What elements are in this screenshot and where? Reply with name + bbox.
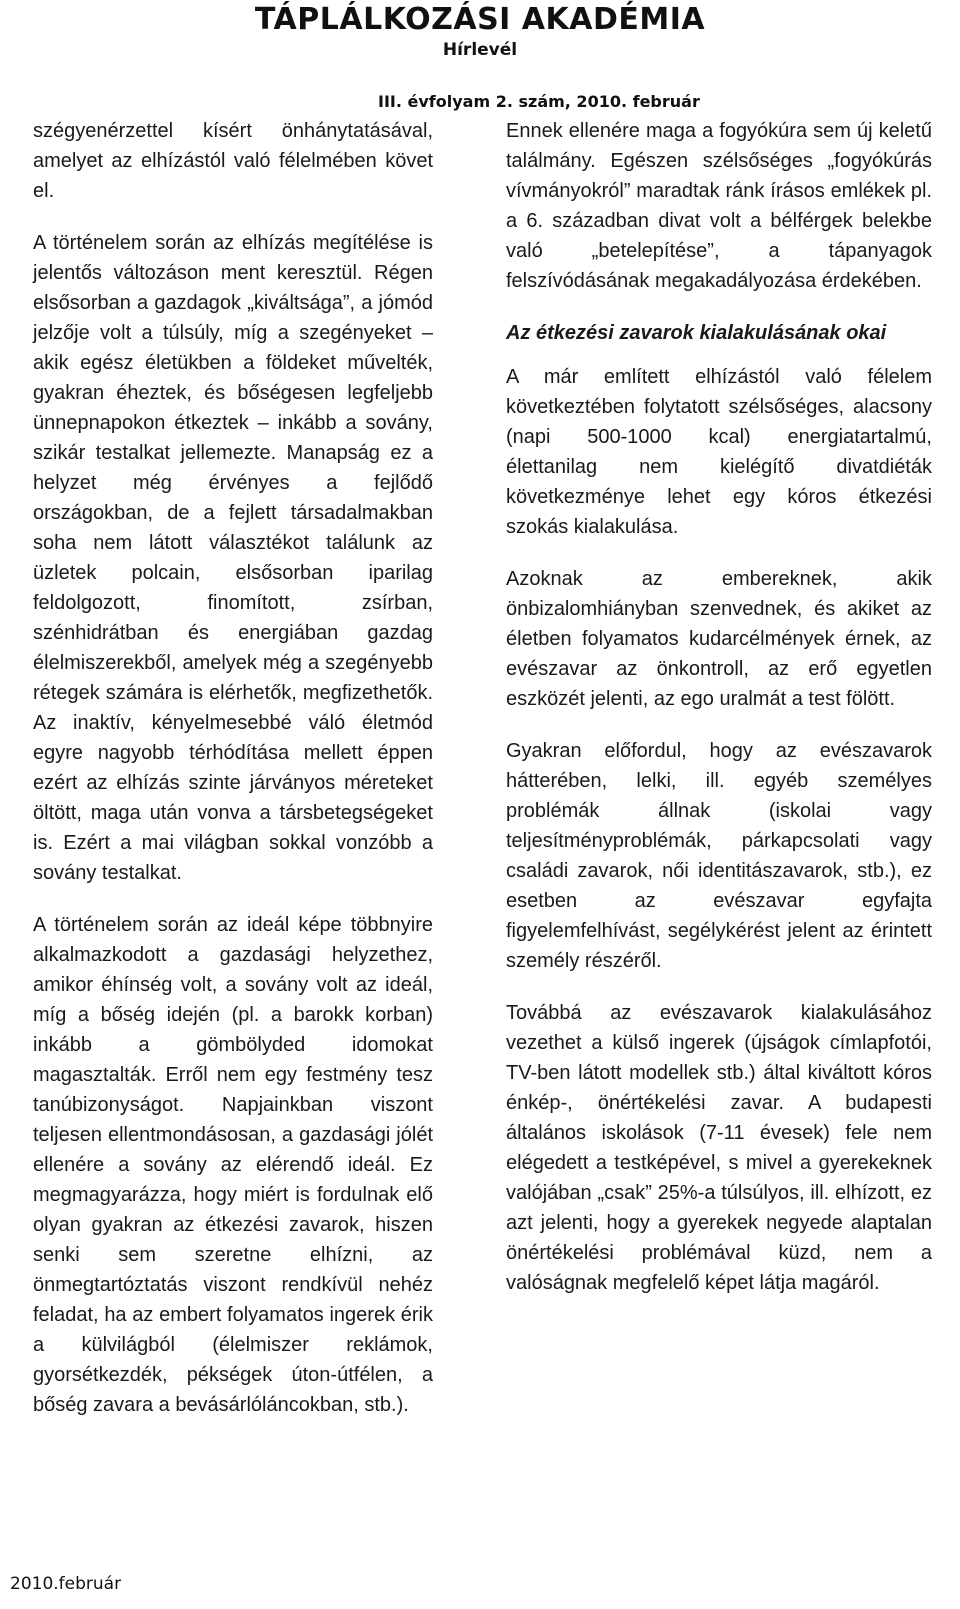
paragraph: Azoknak az embereknek, akik önbizalomhiányban szenvednek, és akiket az életben folyamatos kudarcélmények érnek, az evészavar az önkontroll, az erő egyetlen eszközét jelenti, az ego uralmát a test fölött.	[506, 568, 932, 710]
right-column	[506, 116, 932, 1320]
newsletter-subtitle: Hírlevél	[442, 40, 518, 60]
paragraph: A történelem során az elhízás megítélése is jelentős változáson ment keresztül. Régen elsősorban a gazdagok „kiváltsága”, a jómód jelzője volt a túlsúly, míg a szegényeket – akik egész életükben a földeket művelték, gyakran éheztek, és bőségesen legfeljebb ünnepnapokon étkeztek – inkább a sovány, szikár testalkat jellemezte. Manapság ez a helyzet még érvényes a fejlődő országokban, de a fejlett társadalmakban soha nem látott választékot találunk az üzletek polcain, elsősorban iparilag feldolgozott, finomított, zsírban, szénhidrátban és energiában gazdag élelmiszerekből, amelyek még a szegényebb rétegek számára is elérhetők, megfizethetők. Az inaktív, kényelmesebbé váló életmód egyre nagyobb térhódítása mellett éppen ezért az elhízás szinte járványos méreteket öltött, maga után vonva a társbetegségeket is. Ezért a mai világban sokkal vonzóbb a sovány testalkat.	[33, 232, 433, 884]
paragraph: Ennek ellenére maga a fogyókúra sem új keletű találmány. Egészen szélsőséges „fogyókúrás vívmányokról” maradtak ránk írásos emlékek pl. a 6. században divat volt a bélférgek belekbe való „betelepítése”, a tápanyagok felszívódásának megakadályozása érdekében.	[506, 120, 932, 292]
paragraph: A már említett elhízástól való félelem következtében folytatott szélsőséges, alacsony (napi 500-1000 kcal) energiatartalmú, élettanilag nem kielégítő divatdiéták következménye lehet egy kóros étkezési szokás kialakulása.	[506, 366, 932, 538]
footer-date: 2010.február	[10, 1574, 122, 1594]
issue-info: III. évfolyam 2. szám, 2010. február	[378, 92, 700, 111]
left-column	[33, 116, 433, 1442]
paragraph: szégyenérzettel kísért önhánytatásával, amelyet az elhízástól való félelmében követ el.	[33, 120, 433, 202]
section-heading: Az étkezési zavarok kialakulásának okai	[506, 322, 887, 344]
paragraph: Gyakran előfordul, hogy az evészavarok hátterében, lelki, ill. egyéb személyes problémák állnak (iskolai vagy teljesítményproblémák, párkapcsolati vagy családi zavarok, női identitászavarok, stb.), ez esetben az evészavar egyfajta figyelemfelhívást, segélykérést jelent az érintett személy részéről.	[506, 740, 932, 972]
paragraph: A történelem során az ideál képe többnyire alkalmazkodott a gazdasági helyzethez, amikor éhínség volt, a sovány volt az ideál, míg a bőség idején (pl. a barokk korban) inkább a gömbölyded idomokat magasztalták. Erről nem egy festmény tesz tanúbizonyságot. Napjainkban viszont teljesen ellentmondásosan, a gazdasági jólét ellenére a sovány az elérendő ideál. Ez megmagyarázza, hogy miért is fordulnak elő olyan gyakran az étkezési zavarok, hiszen senki sem szeretne elhízni, az önmegtartóztatás viszont rendkívül nehéz feladat, ha az embert folyamatos ingerek érik a külvilágból (élelmiszer reklámok, gyorsétkezdék, pékségek úton-útfélen, a bőség zavara a bevásárlóláncokban, stb.).	[33, 914, 433, 1416]
newsletter-title: TÁPLÁLKOZÁSI AKADÉMIA	[254, 2, 706, 37]
paragraph: Továbbá az evészavarok kialakulásához vezethet a külső ingerek (újságok címlapfotói, TV-ben látott modellek stb.) által kiváltott kóros énkép-, önértékelési zavar. A budapesti általános iskolások (7-11 évesek) fele nem elégedett a testképével, s mivel a gyerekeknek valójában „csak” 25%-a túlsúlyos, ill. elhízott, ez azt jelenti, hogy a gyerekek negyede alaptalan önértékelési problémával küzd, nem a valóságnak megfelelő képet látja magáról.	[506, 1002, 932, 1294]
